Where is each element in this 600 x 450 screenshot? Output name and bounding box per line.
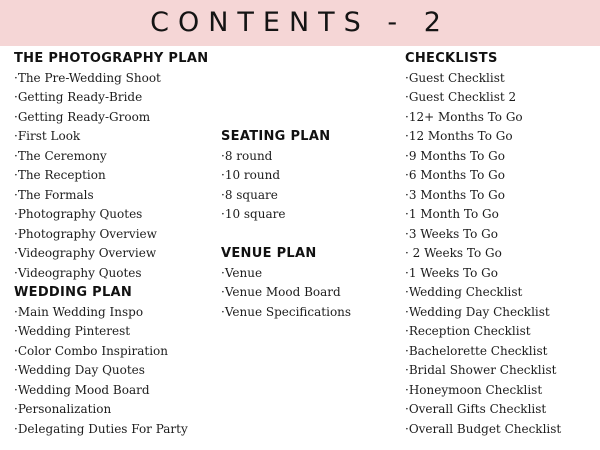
section-heading-photography-plan: THE PHOTOGRAPHY PLAN [14, 51, 209, 66]
toc-item-venue-specifications[interactable]: ·Venue Specifications [221, 304, 352, 319]
toc-item-venue-mood-board[interactable]: ·Venue Mood Board [221, 285, 341, 299]
toc-item-2-weeks[interactable]: · 2 Weeks To Go [405, 246, 502, 260]
toc-item-8-round[interactable]: ·8 round [221, 148, 273, 163]
section-heading-checklists: CHECKLISTS [405, 51, 498, 66]
toc-item-color-combo-inspiration[interactable]: ·Color Combo Inspiration [14, 343, 168, 358]
toc-item-ceremony[interactable]: ·The Ceremony [14, 148, 107, 163]
toc-item-overall-gifts-checklist[interactable]: ·Overall Gifts Checklist [405, 402, 547, 416]
toc-item-guest-checklist[interactable]: ·Guest Checklist [405, 70, 505, 85]
toc-item-videography-quotes[interactable]: ·Videography Quotes [14, 265, 142, 280]
toc-item-getting-ready-bride[interactable]: ·Getting Ready-Bride [14, 90, 143, 104]
column-middle [221, 127, 396, 322]
page-title: CONTENTS - 2 [150, 7, 450, 38]
toc-item-3-weeks[interactable]: ·3 Weeks To Go [405, 226, 498, 241]
toc-item-first-look[interactable]: ·First Look [14, 129, 81, 143]
toc-item-main-wedding-inspo[interactable]: ·Main Wedding Inspo [14, 304, 144, 319]
toc-item-delegating-duties[interactable]: ·Delegating Duties For Party [14, 421, 188, 436]
toc-item-10-round[interactable]: ·10 round [221, 168, 280, 182]
toc-item-9-months[interactable]: ·9 Months To Go [405, 148, 505, 163]
toc-item-reception[interactable]: ·The Reception [14, 168, 106, 182]
toc-item-pre-wedding-shoot[interactable]: ·The Pre-Wedding Shoot [14, 70, 161, 85]
toc-item-1-month[interactable]: ·1 Month To Go [405, 207, 499, 221]
toc-item-bachelorette-checklist[interactable]: ·Bachelorette Checklist [405, 343, 548, 358]
toc-item-3-months[interactable]: ·3 Months To Go [405, 187, 505, 202]
toc-item-12-plus-months[interactable]: ·12+ Months To Go [405, 109, 523, 124]
toc-item-wedding-day-checklist[interactable]: ·Wedding Day Checklist [405, 304, 550, 319]
toc-item-overall-budget-checklist[interactable]: ·Overall Budget Checklist [405, 421, 562, 436]
toc-item-12-months[interactable]: ·12 Months To Go [405, 129, 513, 143]
toc-item-honeymoon-checklist[interactable]: ·Honeymoon Checklist [405, 382, 543, 397]
section-spacer [221, 225, 396, 245]
toc-item-8-square[interactable]: ·8 square [221, 187, 278, 202]
toc-item-wedding-day-quotes[interactable]: ·Wedding Day Quotes [14, 363, 145, 377]
section-heading-wedding-plan: WEDDING PLAN [14, 285, 133, 300]
column-left [14, 49, 214, 439]
toc-item-personalization[interactable]: ·Personalization [14, 402, 112, 416]
toc-item-guest-checklist-2[interactable]: ·Guest Checklist 2 [405, 90, 517, 104]
toc-item-venue[interactable]: ·Venue [221, 265, 263, 280]
toc-item-6-months[interactable]: ·6 Months To Go [405, 168, 505, 182]
toc-item-wedding-mood-board[interactable]: ·Wedding Mood Board [14, 382, 150, 397]
toc-item-bridal-shower-checklist[interactable]: ·Bridal Shower Checklist [405, 363, 557, 377]
toc-item-wedding-pinterest[interactable]: ·Wedding Pinterest [14, 324, 131, 338]
toc-item-getting-ready-groom[interactable]: ·Getting Ready-Groom [14, 109, 151, 124]
toc-item-1-weeks[interactable]: ·1 Weeks To Go [405, 265, 498, 280]
section-heading-venue-plan: VENUE PLAN [221, 246, 317, 261]
toc-item-10-square[interactable]: ·10 square [221, 207, 286, 221]
toc-item-videography-overview[interactable]: ·Videography Overview [14, 246, 157, 260]
toc-item-photography-overview[interactable]: ·Photography Overview [14, 226, 157, 241]
column-right [405, 49, 595, 439]
toc-item-wedding-checklist[interactable]: ·Wedding Checklist [405, 285, 523, 299]
toc-item-formals[interactable]: ·The Formals [14, 187, 94, 202]
toc-item-reception-checklist[interactable]: ·Reception Checklist [405, 324, 531, 338]
section-heading-seating-plan: SEATING PLAN [221, 129, 331, 144]
toc-item-photography-quotes[interactable]: ·Photography Quotes [14, 207, 143, 221]
